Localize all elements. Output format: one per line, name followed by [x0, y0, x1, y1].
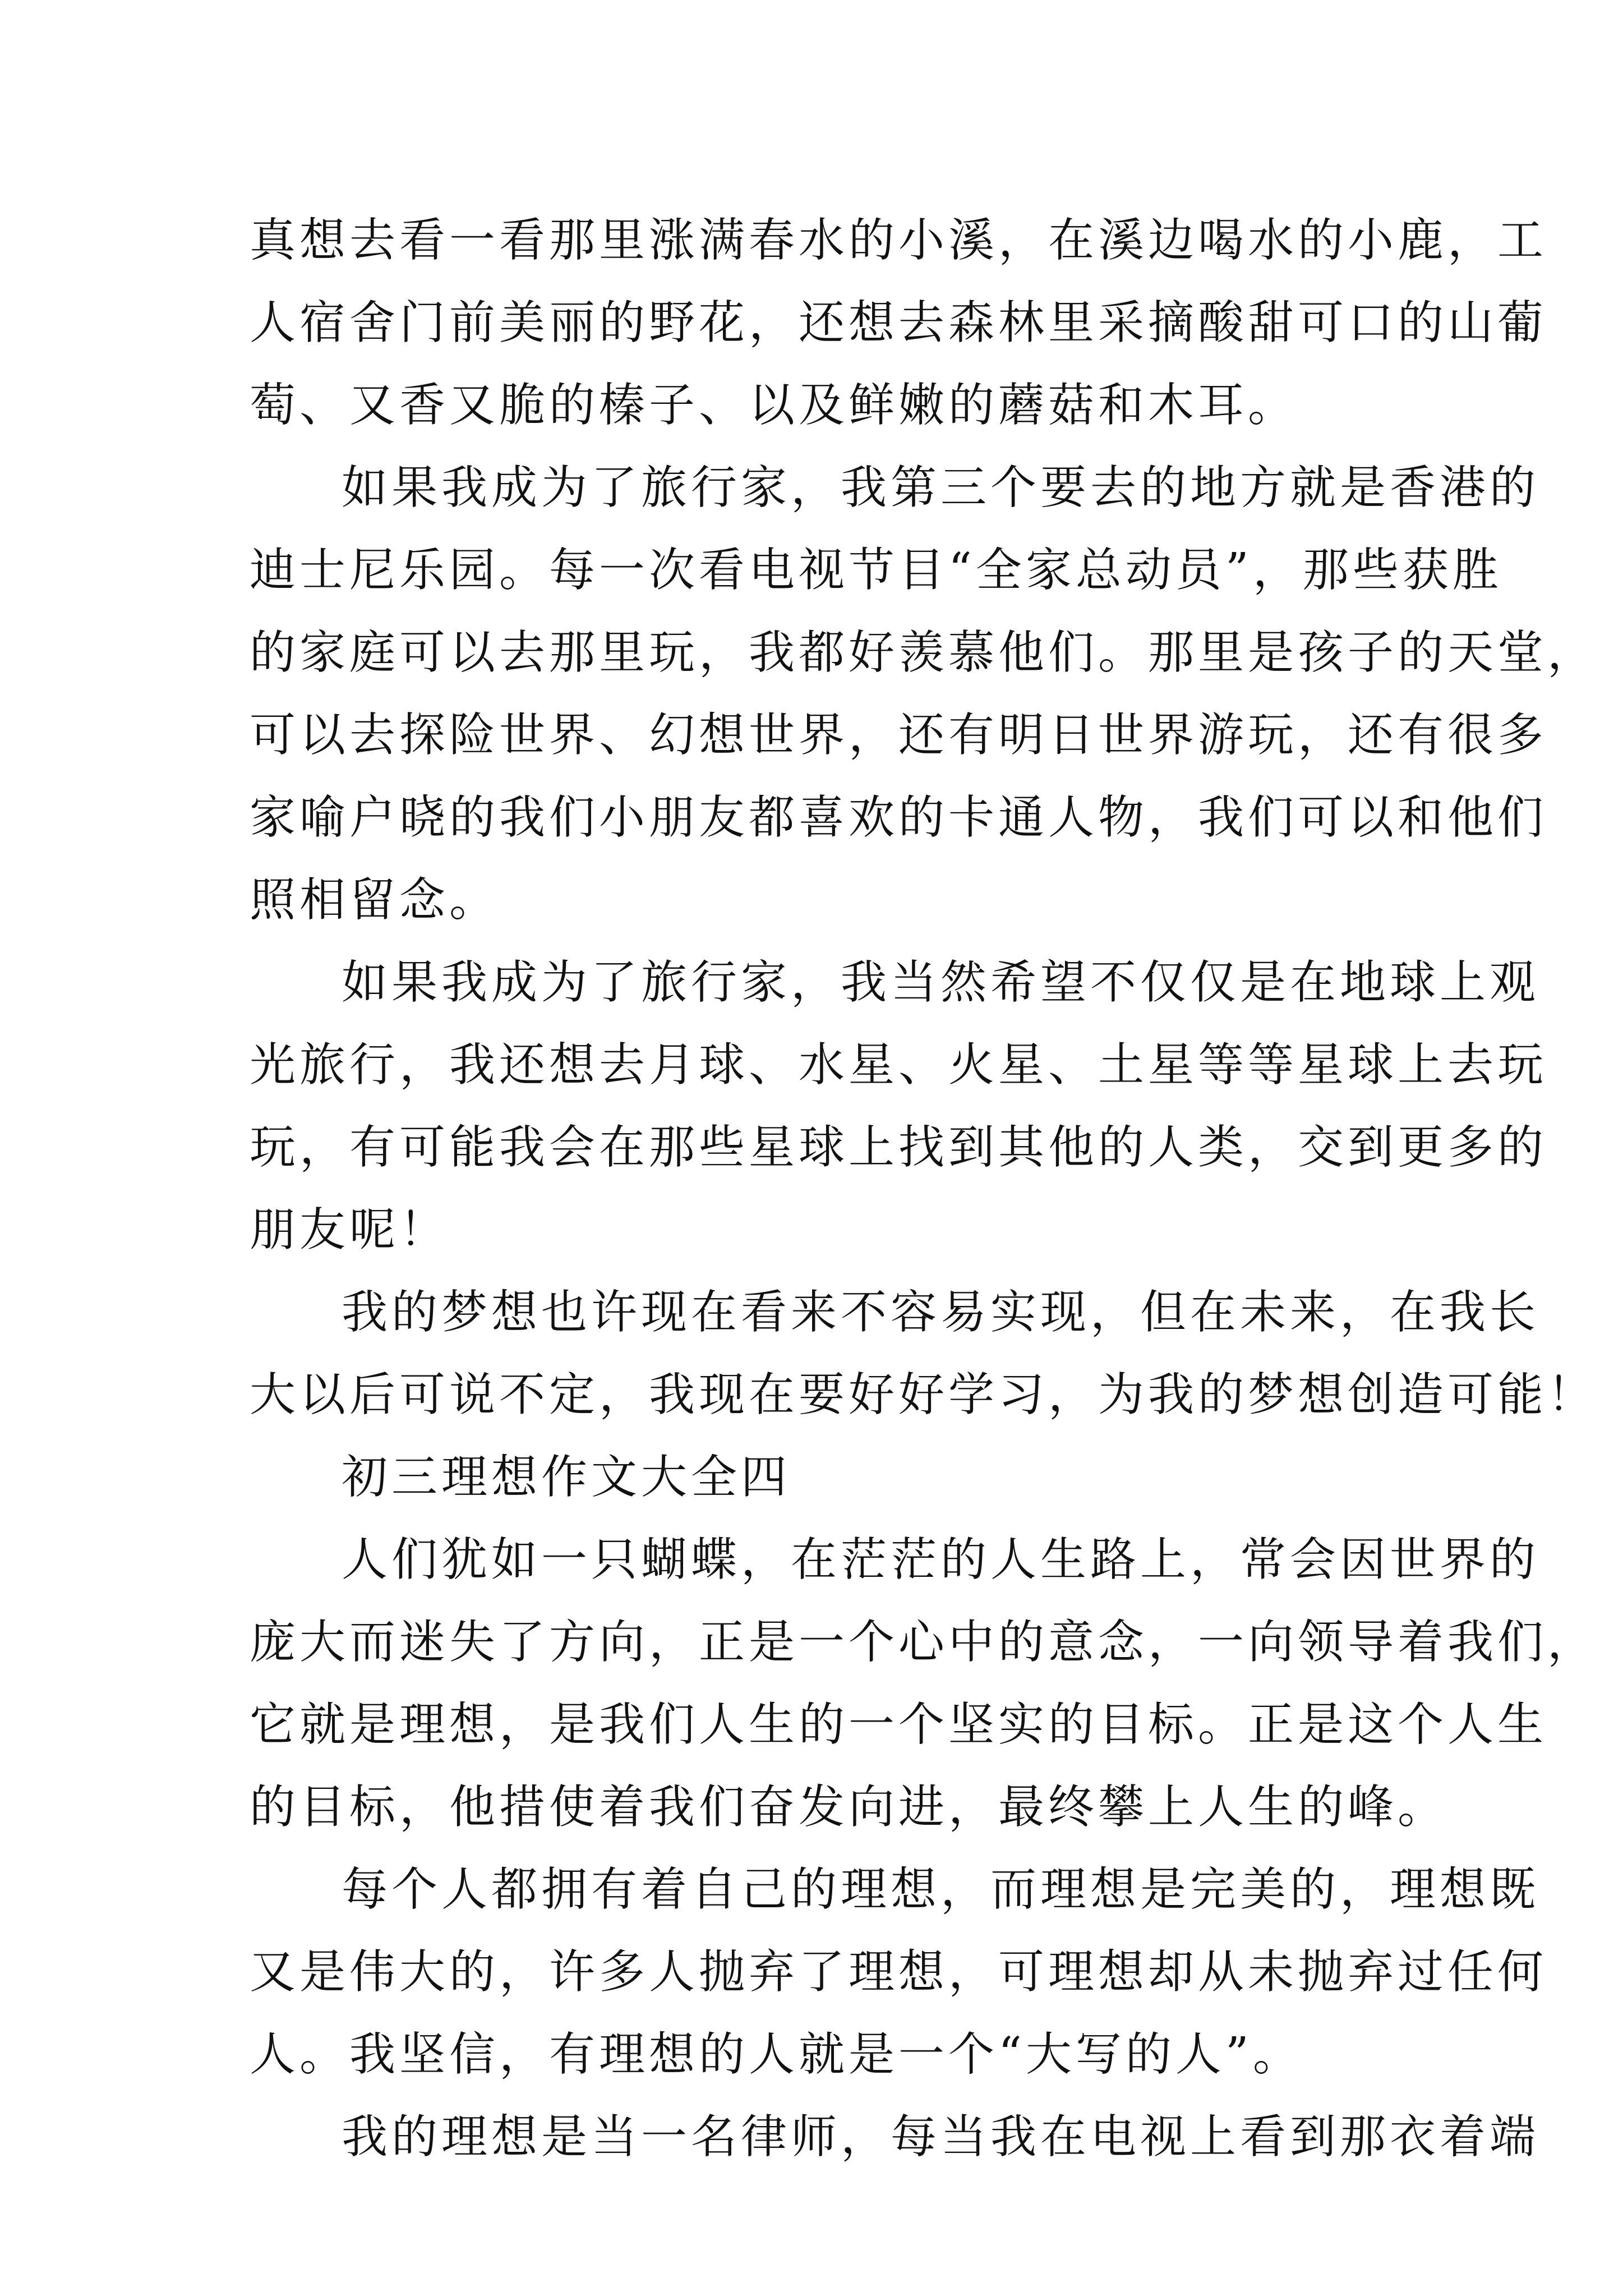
text-line: 我的理想是当一名律师，每当我在电视上看到那衣着端 — [342, 2110, 1540, 2164]
text-line: 的目标，他措使着我们奋发向进，最终攀上人生的峰。 — [250, 1780, 1448, 1834]
text-line: 大以后可说不定，我现在要好好学习，为我的梦想创造可能！ — [250, 1368, 1598, 1421]
text-line: 庞大而迷失了方向，正是一个心中的意念，一向领导着我们， — [250, 1616, 1598, 1669]
text-line: 人宿舍门前美丽的野花，还想去森林里采摘酸甜可口的山葡 — [250, 296, 1548, 349]
section-heading: 初三理想作文大全四 — [342, 1451, 791, 1504]
text-line: 又是伟大的，许多人抛弃了理想，可理想却从未抛弃过任何 — [250, 1945, 1548, 1999]
text-line: 家喻户晓的我们小朋友都喜欢的卡通人物，我们可以和他们 — [250, 791, 1548, 844]
text-line: 迪士尼乐园。每一次看电视节目“全家总动员”，那些获胜 — [250, 544, 1502, 597]
text-line: 萄、又香又脆的榛子、以及鲜嫩的蘑菇和木耳。 — [250, 379, 1298, 432]
text-line: 真想去看一看那里涨满春水的小溪，在溪边喝水的小鹿，工 — [250, 214, 1548, 267]
text-line: 可以去探险世界、幻想世界，还有明日世界游玩，还有很多 — [250, 708, 1548, 762]
text-line: 人们犹如一只蝴蝶，在茫茫的人生路上，常会因世界的 — [342, 1533, 1540, 1586]
document-body — [250, 199, 1598, 2178]
text-line: 的家庭可以去那里玩，我都好羡慕他们。那里是孩子的天堂， — [250, 626, 1598, 679]
text-line: 朋友呢！ — [250, 1203, 450, 1257]
text-line: 我的梦想也许现在看来不容易实现，但在未来，在我长 — [342, 1286, 1540, 1339]
text-line: 如果我成为了旅行家，我第三个要去的地方就是香港的 — [342, 461, 1540, 514]
text-line: 照相留念。 — [250, 873, 500, 927]
text-line: 人。我坚信，有理想的人就是一个“大写的人”。 — [250, 2028, 1303, 2081]
text-line: 它就是理想，是我们人生的一个坚实的目标。正是这个人生 — [250, 1698, 1548, 1751]
text-line: 每个人都拥有着自己的理想，而理想是完美的，理想既 — [342, 1863, 1540, 1916]
text-line: 如果我成为了旅行家，我当然希望不仅仅是在地球上观 — [342, 956, 1540, 1009]
text-line: 光旅行，我还想去月球、水星、火星、土星等等星球上去玩 — [250, 1038, 1548, 1092]
text-line: 玩，有可能我会在那些星球上找到其他的人类，交到更多的 — [250, 1121, 1548, 1174]
